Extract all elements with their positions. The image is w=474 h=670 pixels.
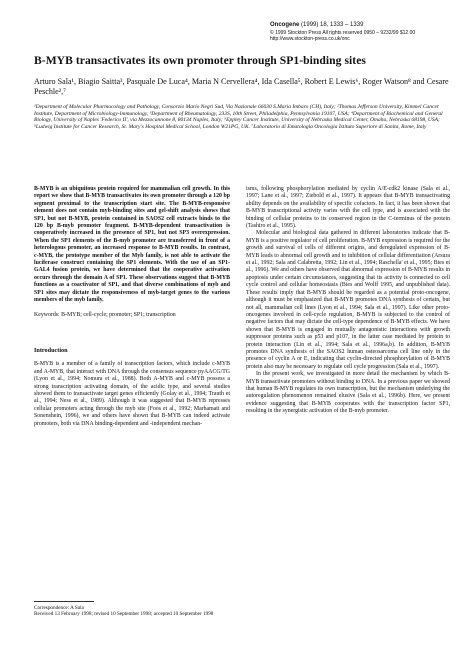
body-paragraph-2: Molecular and biological data gathered in different laboratories indicate that B-MYB is a positive regulator of cell proliferation. B-MYB expression is required for the growth and survival of cells of different origins, and deregulated expression of B-MYB leads to abnormal cell growth and to inhibition of cellular differentiation (Arsura et al., 1992; Sala and Calabretta, 1992; Lin et al., 1994; Raschella' et al., 1995; Bies et al., 1996). We and others have observed that abnormal expression of B-MYB results in apoptosis under certain circumstances, suggesting that its activity is connected to cell cycle control and cellular homeostasis (Bies and Wolff 1995, and unpublished data). These results imply that B-MYB should be regarded as a potential proto-oncogene, although it must be emphasized that B-MYB promotes DNA synthesis of certain, but not all, mammalian cell lines (Lyon et al., 1994; Sala et al., 1997). Like other proto-oncogenes involved in cell-cycle regulation, B-MYB is subjected to the control of negative factors that may dictate the cell-type dependence of B-MYB effects. We have shown that B-MYB is engaged in mutually antagonistic interactions with growth suppressor proteins such as p53 and p107, in the latter case mediated by protein to protein interaction (Lin et al., 1994; Sala et al., 1996a,b). In addition, B-MYB promotes DNA synthesis of the SAOS2 human osteosarcoma cell line only in the presence of cyclin A or E, indicating that cyclin-directed phosphorylation of B-MYB protein also may be necessary to regulate cell cycle progression (Sala et al., 1997).: [246, 230, 450, 370]
left-column: [34, 186, 230, 428]
copyright-text: © 1999 Stockton Press All rights reserved 0950 – 9232/99 $12.00: [270, 29, 416, 36]
body-paragraph-1: isms, following phosphorylation mediated by cyclin A/E-cdk2 kinase (Sala et al., 1997; Lane et al., 1997; Ziebold et al., 1997). It appears that B-MYB transactivating ability depends on the availability of specific cofactors. In fact, it has been shown that B-MYB transcriptional activity varies with the cell type, and is associated with the binding of cellular proteins to its conserved region in the C-terminus of the protein (Tashiro et al., 1995).: [246, 186, 450, 230]
affiliations: ¹Department of Molecular Pharmacology and Pathology, Consorzio Mario Negri Sud, Via Nazionale 66030 S.Maria Imbaro (CH), Italy; ²Thomas Jefferson University, Kimmel Cancer Institute, Department of Microbiology-Immunology, ³Department of Rheumatology, 233S, 10th Street, Philadelphia, Pennsylvania 19107, USA; ⁴Department of Biochemical and General Biology, University of Naples 'Federico II', via Mezzocannone 8, 80134 Naples, Italy; ⁵Eppley Cancer Institute, University of Nebraska Medical Center, Omaha, Nebraska 68198, USA; ⁶Ludwig Institute for Cancer Research, St. Mary's Hospital Medical School, London W21PG, UK. ⁷Laboratorio di Ematologia Oncologia Istituto Superiore di Sanita, Rome, Italy: [34, 104, 443, 131]
footnote-rule: [34, 601, 94, 602]
keywords: [34, 312, 230, 319]
body-paragraph-3: In the present work, we investigated in more detail the mechanism by which B-MYB transactivate promoters without binding to DNA. In a previous paper we showed that human B-MYB regulates its own transcription, but the mechanism underlying the autoregulation phenomenon remained elusive (Sala et al., 1996b). Here, we present evidence suggesting that B-MYB cooperates with the transcription factor SP1, resulting in the synergistic activation of the B-myb promoter.: [246, 371, 450, 415]
right-column: [246, 186, 450, 416]
correspondence-note: Correspondence: A Sala: [34, 604, 84, 611]
received-dates: Received 13 February 1998; revised 10 September 1998; accepted 10 September 1998: [34, 611, 214, 617]
journal-citation: [270, 22, 460, 30]
footnote: [34, 601, 230, 617]
abstract: B-MYB is an ubiquitous protein required for mammalian cell growth. In this report we show that B-MYB transactivates its own promoter through a 120 bp segment proximal to the transcription start site. The B-MYB-responsive element does not contain myb-binding sites and gel-shift analysis shows that SP1, but not B-MYB, protein contained in SAOS2 cell extracts binds to the 120 bp B-myb promoter fragment. B-MYB-dependent transactivation is cooperatively increased in the presence of SP1, but not SP3 overexpression. When the SP1 elements of the B-myb promoter are transferred in front of a heterologous promoter, an increased response to B-MYB results. In contrast, c-MYB, the prototype member of the Myb family, is not able to activate the luciferase construct containing the SP1 elements. With the use of an SP1-GAL4 fusion protein, we have determined that the cooperative activation occurs through the domain A of SP1. These observations suggest that B-MYB functions as a coactivator of SP1, and that diverse combinations of myb and SP1 sites may dictate the responsiveness of myb-target genes to the various members of the myb family.: [34, 186, 230, 304]
journal-volume: (1999) 18, 1333 – 1339: [301, 22, 364, 28]
keywords-text: B-MYB; cell-cycle; promoter; SP1; transcription: [61, 311, 176, 318]
journal-header: [270, 22, 460, 42]
journal-url[interactable]: http://www.stockton-press.co.uk/onc: [270, 35, 350, 42]
keywords-label: Keywords:: [34, 311, 60, 318]
article-title: B-MYB transactivates its own promoter through SP1-binding sites: [34, 54, 366, 67]
journal-name: Oncogene: [270, 22, 300, 28]
author-list: Arturo Sala¹, Biagio Saitta³, Pasquale De Luca⁴, Maria N Cervellera⁴, Ida Casella⁵, Robert E Lewis⁶, Roger Watson⁸ and Cesare Peschle²,⁷: [34, 77, 449, 97]
section-heading-introduction: Introduction: [34, 346, 68, 354]
intro-paragraph-1: B-MYB is a member of a family of transcription factors, which include c-MYB and A-MYB, that interact with DNA through the consensus sequence pyAACG/TG (Lyon et al., 1994; Nomura et al., 1988). Both A-MYB and c-MYB possess a strong transcription activating domain, of the acidic type, and several studies showed them to transactivate target genes efficiently (Golay et al., 1994; Trauth et al., 1994; Ness et al., 1989). Although it was suggested that B-MYB represses cellular promoters acting through the myb site (Foos et al., 1992; Marhamati and Sonenshein, 1996), we and others have shown that B-MYB can indeed activate promoters, both via DNA binding-dependent and -independent mechan-: [34, 361, 230, 427]
